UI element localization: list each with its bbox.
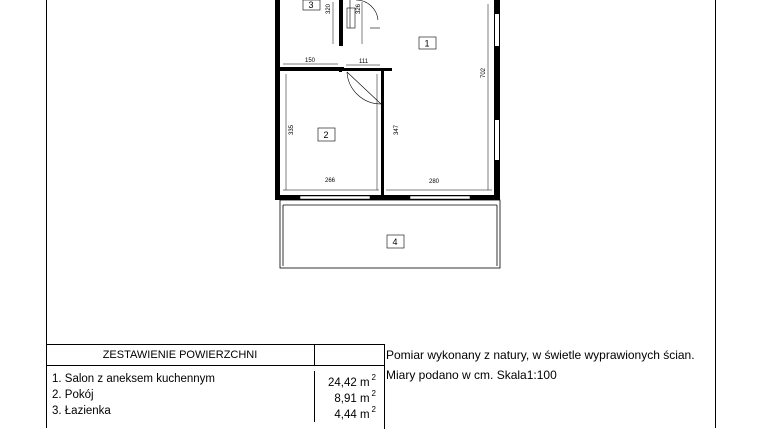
balcony-outline bbox=[280, 200, 500, 268]
dim-320: 320 bbox=[326, 3, 332, 14]
summary-header-value-cell bbox=[315, 345, 384, 366]
summary-row-label: 3. Łazienka bbox=[52, 405, 111, 417]
room-2-number: 2 bbox=[323, 130, 329, 140]
note-line-2: Miary podano w cm. Skala1:100 bbox=[386, 368, 557, 382]
measurement-note bbox=[386, 345, 716, 385]
summary-row-divider bbox=[314, 403, 315, 422]
summary-row bbox=[46, 389, 384, 404]
room-2-door bbox=[347, 72, 381, 104]
dim-111: 111 bbox=[359, 59, 369, 65]
note-line-1: Pomiar wykonany z natury, w świetle wyprawionych ścian. bbox=[386, 348, 695, 362]
summary-row-value: 4,44 m $^2$ bbox=[334, 405, 376, 421]
dim-347: 347 bbox=[394, 124, 400, 135]
dim-280: 280 bbox=[429, 179, 440, 185]
dim-150: 150 bbox=[305, 58, 316, 64]
room-3-number: 3 bbox=[308, 0, 314, 10]
interior-walls bbox=[280, 0, 392, 195]
summary-row-label: 1. Salon z aneksem kuchennym bbox=[52, 373, 216, 385]
room-4-number: 4 bbox=[392, 237, 398, 247]
summary-row bbox=[46, 373, 384, 388]
summary-row-label: 2. Pokój bbox=[52, 389, 94, 401]
dim-326: 326 bbox=[356, 3, 362, 14]
summary-title: ZESTAWIENIE POWIERZCHNI bbox=[46, 345, 315, 366]
dim-335: 335 bbox=[289, 124, 295, 135]
room-1-number: 1 bbox=[424, 38, 430, 49]
area-summary-table bbox=[46, 344, 385, 429]
dim-266: 266 bbox=[325, 178, 336, 184]
dimension-lines bbox=[283, 2, 492, 190]
bathroom-door bbox=[347, 0, 380, 28]
exterior-walls bbox=[275, 0, 500, 200]
dim-702: 702 bbox=[481, 67, 487, 78]
summary-row-value: 24,42 m $^2$ bbox=[327, 373, 376, 389]
summary-row bbox=[46, 405, 384, 420]
summary-row-value: 8,91 m $^2$ bbox=[334, 389, 376, 405]
